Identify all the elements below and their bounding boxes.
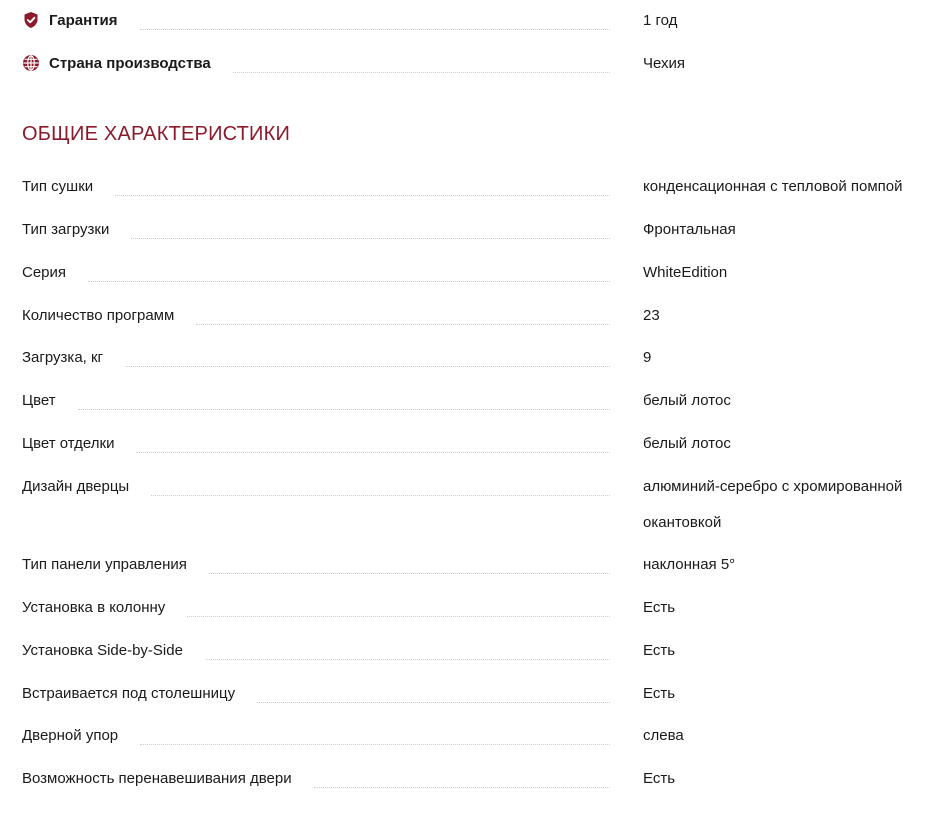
spec-label-wrap: [22, 684, 610, 727]
spec-label-wrap: [22, 641, 610, 684]
spec-row: [22, 684, 922, 727]
spec-row: [22, 220, 922, 263]
dotted-leader: [257, 702, 610, 703]
spec-value: Есть: [643, 685, 676, 702]
spec-row: [22, 477, 922, 555]
dotted-leader: [187, 616, 610, 617]
dotted-leader: [196, 324, 610, 325]
spec-label: Установка Side-by-Side: [22, 642, 183, 659]
dotted-leader: [233, 72, 610, 73]
spec-label: Дизайн дверцы: [22, 478, 130, 495]
spec-label-wrap: [22, 726, 610, 769]
dotted-leader: [88, 281, 610, 282]
spec-label: Тип загрузки: [22, 221, 110, 238]
spec-value: WhiteEdition: [643, 264, 728, 281]
spec-label-wrap: [22, 348, 610, 391]
spec-label: Встраивается под столешницу: [22, 685, 236, 702]
spec-label-wrap: [22, 220, 610, 263]
spec-value: Есть: [643, 770, 676, 787]
spec-label: Гарантия: [49, 12, 118, 29]
spec-label-wrap: [22, 391, 610, 434]
dotted-leader: [115, 195, 610, 196]
spec-label-wrap: [22, 598, 610, 641]
spec-row: [22, 555, 922, 598]
spec-label: Страна производства: [49, 55, 211, 72]
spec-row: [22, 348, 922, 391]
spec-row: [22, 306, 922, 349]
spec-value: слева: [643, 727, 684, 744]
spec-value: 23: [643, 307, 660, 324]
spec-label: Цвет отделки: [22, 435, 115, 452]
spec-label: Тип панели управления: [22, 556, 187, 573]
globe-icon: [22, 54, 40, 72]
spec-row: [22, 391, 922, 434]
spec-label: Возможность перенавешивания двери: [22, 770, 292, 787]
spec-value: 1 год: [643, 12, 678, 29]
shield-check-icon: [22, 11, 40, 29]
spec-label-wrap: [22, 177, 610, 220]
spec-label: Тип сушки: [22, 178, 94, 195]
spec-label: Дверной упор: [22, 727, 119, 744]
spec-value: Есть: [643, 642, 676, 659]
section-title: ОБЩИЕ ХАРАКТЕРИСТИКИ: [22, 123, 291, 145]
spec-label-wrap: [22, 54, 610, 97]
dotted-leader: [140, 29, 610, 30]
spec-row-country: [22, 54, 922, 97]
spec-label: Загрузка, кг: [22, 349, 104, 366]
spec-value: 9: [643, 349, 652, 366]
spec-label-wrap: [22, 477, 610, 520]
spec-value: белый лотос: [643, 435, 731, 452]
dotted-leader: [151, 495, 610, 496]
spec-label: Цвет: [22, 392, 56, 409]
spec-value: наклонная 5°: [643, 556, 736, 573]
spec-row: [22, 641, 922, 684]
spec-value: Фронтальная: [643, 221, 736, 238]
spec-label-wrap: [22, 306, 610, 349]
dotted-leader: [314, 787, 610, 788]
spec-value: Есть: [643, 599, 676, 616]
spec-label: Количество программ: [22, 307, 175, 324]
dotted-leader: [205, 659, 610, 660]
spec-row: [22, 598, 922, 641]
spec-row: [22, 769, 922, 812]
spec-row-warranty: [22, 11, 922, 54]
spec-value: алюминий-серебро с хромированной окантовкой: [643, 478, 903, 531]
spec-label-wrap: [22, 555, 610, 598]
spec-label-wrap: [22, 263, 610, 306]
spec-value: Чехия: [643, 55, 686, 72]
dotted-leader: [140, 744, 610, 745]
spec-label: Установка в колонну: [22, 599, 166, 616]
spec-label-wrap: [22, 434, 610, 477]
spec-row: [22, 177, 922, 220]
spec-value: конденсационная с тепловой помпой: [643, 178, 903, 195]
spec-label-wrap: [22, 769, 610, 812]
spec-value: белый лотос: [643, 392, 731, 409]
dotted-leader: [136, 452, 610, 453]
dotted-leader: [131, 238, 610, 239]
dotted-leader: [78, 409, 610, 410]
spec-label-wrap: [22, 11, 610, 54]
dotted-leader: [209, 573, 610, 574]
spec-row: [22, 726, 922, 769]
spec-row: [22, 263, 922, 306]
spec-label: Серия: [22, 264, 67, 281]
dotted-leader: [125, 366, 610, 367]
